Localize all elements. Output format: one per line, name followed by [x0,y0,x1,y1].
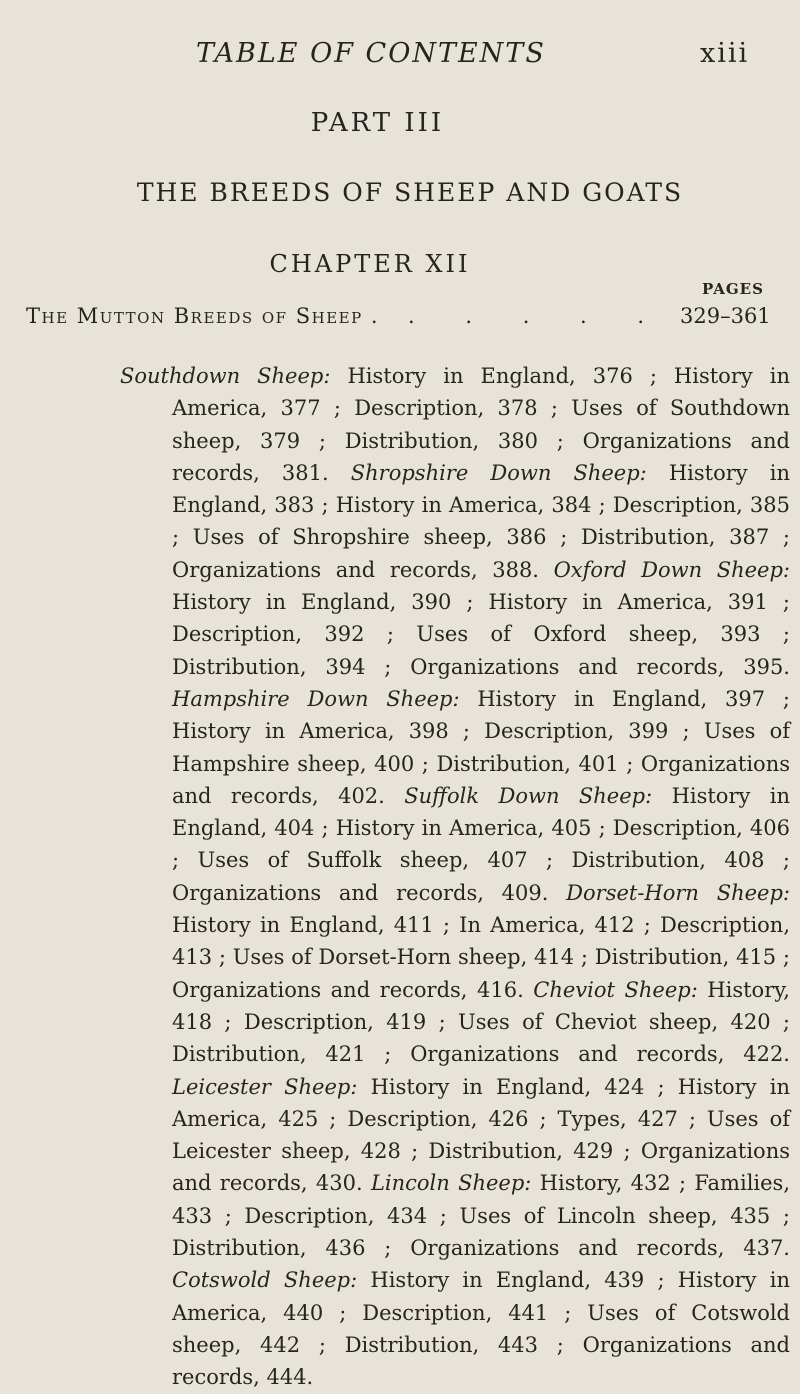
part-title: PART III [310,108,445,138]
summary-text: History in England, 390 ; History in America, 391 ; Description, 392 ; Uses of Oxford sheep, 393 ; Distribution, 394 ; Organizations and records, 395. [172,590,790,679]
summary-paragraph [120,360,790,1394]
summary-text: History in England, 411 ; In America, 412 ; Description, 413 ; Uses of Dorset-Horn sheep, 414 ; Distribution, 415 ; Organizations and records, 416. [172,913,790,1002]
pages-column-heading: PAGES [702,280,764,298]
running-title: TABLE OF CONTENTS [196,38,546,69]
summary-text: History in England, 383 ; History in America, 384 ; Description, 385 ; Uses of Shropshire sheep, 386 ; Distribution, 387 ; Organizations and records, 388. [172,460,790,582]
part-subtitle: THE BREEDS OF SHEEP AND GOATS [136,178,684,207]
breed-heading: Leicester Sheep: [172,1074,358,1099]
page-number: xiii [700,38,750,69]
summary-text: History in England, 397 ; History in America, 398 ; Description, 399 ; Uses of Hampshire sheep, 400 ; Distribution, 401 ; Organizations and records, 402. [172,686,790,808]
summary-text: History in England, 439 ; History in America, 440 ; Description, 441 ; Uses of Cotswold sheep, 442 ; Distribution, 443 ; Organizations and records, 444. [172,1268,790,1390]
dot-leaders: . . . . . [408,304,667,328]
summary-text: History in England, 424 ; History in America, 425 ; Description, 426 ; Types, 427 ; Uses of Leicester sheep, 428 ; Distribution, 429 ; Organizations and records, 430. [172,1074,790,1196]
summary-text: History, 418 ; Description, 419 ; Uses of Cheviot sheep, 420 ; Distribution, 421 ; Organizations and records, 422. [172,977,790,1067]
breed-heading: Suffolk Down Sheep: [404,783,653,808]
chapter-page-range: 329–361 [680,304,771,328]
chapter-label: CHAPTER XII [269,250,471,278]
breed-heading: Shropshire Down Sheep: [350,460,647,485]
breed-heading: Cheviot Sheep: [533,977,698,1002]
breed-heading: Cotswold Sheep: [172,1268,358,1293]
breed-heading: Dorset-Horn Sheep: [566,880,790,905]
breed-heading: Hampshire Down Sheep: [172,686,460,711]
chapter-title: The Mutton Breeds of Sheep . [26,304,380,328]
breed-heading: Lincoln Sheep: [370,1171,532,1196]
breed-heading: Oxford Down Sheep: [553,557,790,582]
summary-text: History in England, 404 ; History in America, 405 ; Description, 406 ; Uses of Suffolk sheep, 407 ; Distribution, 408 ; Organizations and records, 409. [172,783,790,905]
chapter-summary [120,360,790,1394]
summary-text: History in England, 376 ; History in America, 377 ; Description, 378 ; Uses of Southdown sheep, 379 ; Distribution, 380 ; Organizations and records, 381. [172,364,790,485]
breed-heading: Southdown Sheep: [120,364,331,388]
summary-text: History, 432 ; Families, 433 ; Description, 434 ; Uses of Lincoln sheep, 435 ; Distribution, 436 ; Organizations and records, 437. [172,1171,791,1261]
